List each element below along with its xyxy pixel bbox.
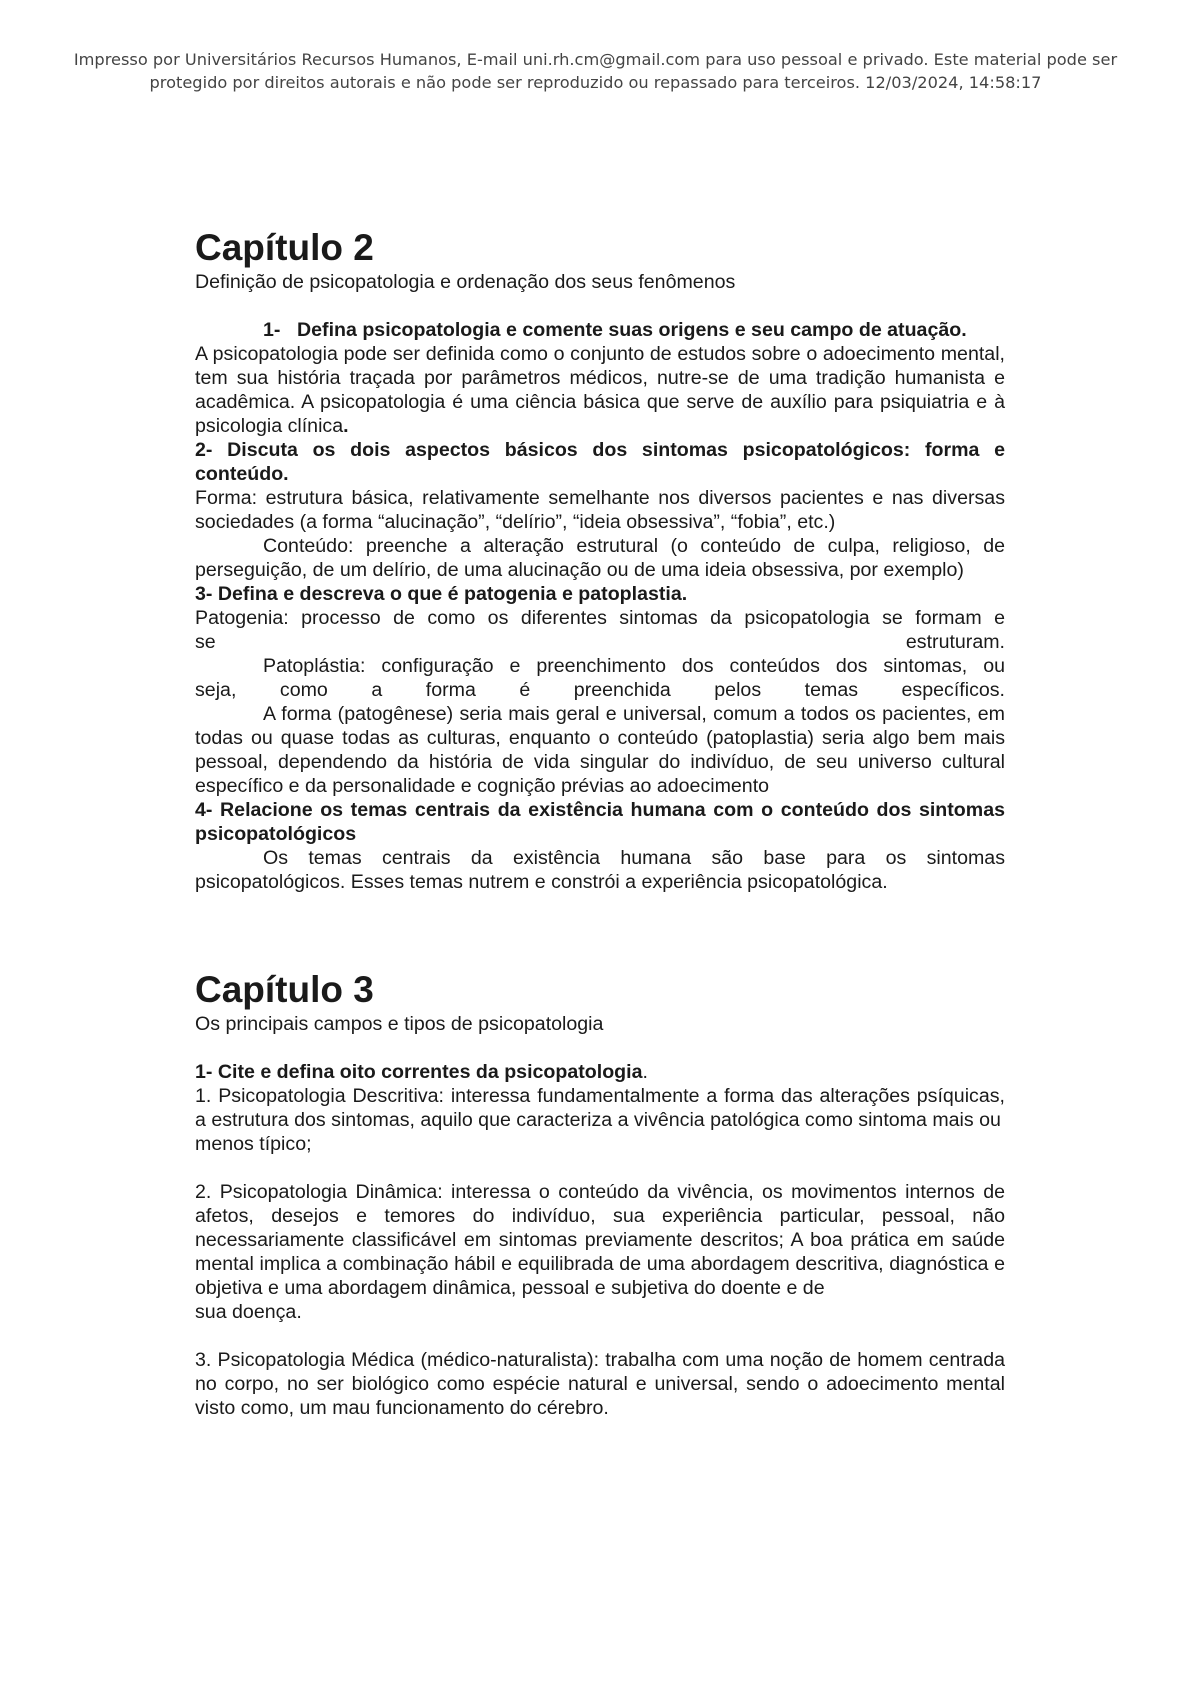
chapter-3-item-2: 2. Psicopatologia Dinâmica: interessa o conteúdo da vivência, os movimentos internos de afetos, desejos e temores do indivíduo, sua experiência particular, pessoal, não necessariamente classificável em sintomas previamente descritos; A boa prática em saúde mental implica a combinação hábil e equilibrada de uma abordagem descritiva, diagnóstica e objetiva e uma abordagem dinâmica, pessoal e subjetiva do doente e de bbox=[195, 1181, 1005, 1299]
print-watermark bbox=[60, 48, 1131, 94]
question-number: 1- bbox=[263, 319, 281, 341]
chapter-2-question-1 bbox=[263, 318, 1005, 342]
chapter-3 bbox=[195, 968, 1005, 1420]
chapter-2-answer-1 bbox=[195, 342, 1005, 438]
chapter-2-answer-3-patogenia-line-2: se estruturam. bbox=[195, 631, 1005, 653]
question-text: Defina psicopatologia e comente suas origens e seu campo de atuação. bbox=[297, 319, 967, 341]
chapter-2-answer-3-patoplastia-line-2: seja, como a forma é preenchida pelos temas específicos. bbox=[195, 679, 1005, 701]
watermark-line-2: protegido por direitos autorais e não pode ser reproduzido ou repassado para terceiros. 12/03/2024, 14:58:17 bbox=[149, 73, 1042, 92]
watermark-line-1: Impresso por Universitários Recursos Humanos, E-mail uni.rh.cm@gmail.com para uso pessoal e privado. Este material pode ser bbox=[73, 50, 1118, 69]
chapter-3-question-1 bbox=[195, 1060, 1005, 1084]
question-end-mark: . bbox=[642, 1061, 648, 1083]
chapter-2 bbox=[195, 226, 1005, 894]
chapter-2-question-2: 2- Discuta os dois aspectos básicos dos sintomas psicopatológicos: forma e conteúdo. bbox=[195, 439, 1005, 485]
question-text: 1- Cite e defina oito correntes da psicopatologia bbox=[195, 1061, 643, 1083]
chapter-2-answer-3-forma: A forma (patogênese) seria mais geral e universal, comum a todos os pacientes, em todas ou quase todas as culturas, enquanto o conteúdo (patoplastia) seria algo bem mais pessoal, dependendo da história de vida singular do indivíduo, de seu universo cultural específico e da personalidade e cognição prévias ao adoecimento bbox=[195, 703, 1005, 797]
chapter-2-question-3: 3- Defina e descreva o que é patogenia e patoplastia. bbox=[195, 583, 688, 605]
chapter-3-subtitle: Os principais campos e tipos de psicopatologia bbox=[195, 1013, 604, 1035]
chapter-3-item-1-continuation: menos típico; bbox=[195, 1133, 312, 1155]
chapter-3-item-1: 1. Psicopatologia Descritiva: interessa fundamentalmente a forma das alterações psíquicas, a estrutura dos sintomas, aquilo que caracteriza a vivência patológica como sintoma mais ou bbox=[195, 1085, 1005, 1131]
chapter-2-answer-4: Os temas centrais da existência humana são base para os sintomas psicopatológicos. Esses temas nutrem e constrói a experiência psicopatológica. bbox=[195, 847, 1005, 893]
chapter-spacer bbox=[195, 894, 1005, 968]
chapter-2-answer-3-patogenia-line-1: Patogenia: processo de como os diferentes sintomas da psicopatologia se formam e bbox=[195, 607, 1005, 629]
chapter-2-answer-3-patoplastia-line-1: Patoplástia: configuração e preenchimento dos conteúdos dos sintomas, ou bbox=[263, 655, 1005, 677]
chapter-2-answer-2-forma: Forma: estrutura básica, relativamente semelhante nos diversos pacientes e nas diversas sociedades (a forma “alucinação”, “delírio”, “ideia obsessiva”, “fobia”, etc.) bbox=[195, 487, 1005, 533]
chapter-3-item-3: 3. Psicopatologia Médica (médico-naturalista): trabalha com uma noção de homem centrada no corpo, no ser biológico como espécie natural e universal, sendo o adoecimento mental visto como, um mau funcionamento do cérebro. bbox=[195, 1349, 1005, 1419]
paragraph-spacer bbox=[195, 1324, 1005, 1348]
chapter-2-answer-2-conteudo: Conteúdo: preenche a alteração estrutural (o conteúdo de culpa, religioso, de perseguição, de um delírio, de uma alucinação ou de uma ideia obsessiva, por exemplo) bbox=[195, 535, 1005, 581]
chapter-3-title: Capítulo 3 bbox=[195, 969, 374, 1010]
chapter-3-item-2-continuation: sua doença. bbox=[195, 1301, 302, 1323]
answer-end-mark: . bbox=[343, 415, 349, 437]
answer-text: A psicopatologia pode ser definida como o conjunto de estudos sobre o adoecimento mental, tem sua história traçada por parâmetros médicos, nutre-se de uma tradição humanista e acadêmica. A psicopatologia é uma ciência básica que serve de auxílio para psiquiatria e à psicologia clínica bbox=[195, 343, 1005, 437]
paragraph-spacer bbox=[195, 1156, 1005, 1180]
chapter-2-question-4: 4- Relacione os temas centrais da existência humana com o conteúdo dos sintomas psicopatológicos bbox=[195, 799, 1005, 845]
chapter-2-title: Capítulo 2 bbox=[195, 227, 374, 268]
document-body bbox=[195, 226, 1005, 1420]
chapter-2-subtitle: Definição de psicopatologia e ordenação dos seus fenômenos bbox=[195, 271, 736, 293]
